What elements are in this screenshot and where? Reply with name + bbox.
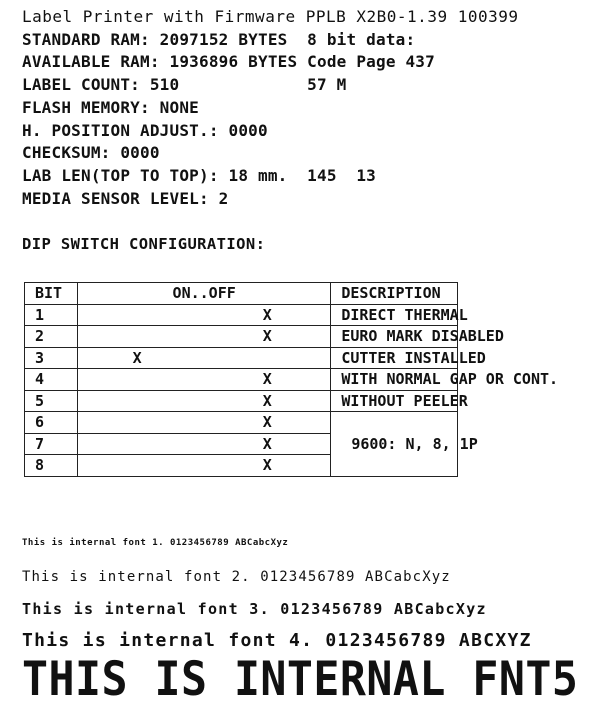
bit-cell: 4: [25, 369, 78, 391]
off-cell: [204, 390, 331, 412]
media-sensor-line: MEDIA SENSOR LEVEL: 2: [22, 188, 229, 208]
dip-switch-table: [24, 282, 559, 477]
dip-header-row: [25, 283, 458, 305]
baud-setting-cell: 9600: N, 8, 1P: [331, 412, 458, 477]
on-cell: [78, 412, 205, 434]
dip-row-5: [25, 390, 458, 412]
dip-row-1: [25, 304, 458, 326]
off-mark: X: [262, 391, 272, 410]
off-mark: X: [262, 413, 272, 432]
dip-row-3: [25, 347, 458, 369]
off-cell: [204, 455, 331, 477]
description-header: DESCRIPTION: [331, 283, 458, 305]
on-cell: [78, 455, 205, 477]
font-sample-2: This is internal font 2. 0123456789 ABCabcXyz: [22, 569, 451, 585]
bit-cell: 2: [25, 326, 78, 348]
dip-switch-heading: DIP SWITCH CONFIGURATION:: [22, 235, 266, 253]
font-sample-4: This is internal font 4. 0123456789 ABCXYZ: [22, 630, 532, 651]
onoff-header: ON..OFF: [78, 283, 331, 305]
checksum-line: CHECKSUM: 0000: [22, 143, 160, 163]
on-cell: [78, 433, 205, 455]
description-cell: WITHOUT PEELER: [331, 390, 458, 412]
dip-row-4: [25, 369, 458, 391]
description-cell: WITH NORMAL GAP OR CONT.: [331, 369, 458, 391]
bit-cell: 3: [25, 347, 78, 369]
on-mark: X: [132, 348, 142, 367]
font-sample-1: This is internal font 1. 0123456789 ABCabcXyz: [22, 538, 289, 548]
off-mark: X: [262, 434, 272, 453]
position-adjust-line: H. POSITION ADJUST.: 0000: [22, 120, 268, 140]
description-cell: DIRECT THERMAL: [331, 304, 458, 326]
off-mark: X: [262, 370, 272, 389]
bit-cell: 1: [25, 304, 78, 326]
off-cell: [204, 412, 331, 434]
off-mark: X: [262, 327, 272, 346]
off-cell: [204, 326, 331, 348]
bit-cell: 6: [25, 412, 78, 434]
on-cell: [78, 369, 205, 391]
on-cell: [78, 304, 205, 326]
firmware-line: Label Printer with Firmware PPLB X2B0-1.39 100399: [22, 7, 519, 26]
off-mark: X: [262, 456, 272, 475]
standard-ram-line: STANDARD RAM: 2097152 BYTES 8 bit data:: [22, 29, 416, 49]
description-cell: EURO MARK DISABLED: [331, 326, 458, 348]
dip-row-2: [25, 326, 458, 348]
bit-header: BIT: [25, 283, 78, 305]
font-sample-3: This is internal font 3. 0123456789 ABCabcXyz: [22, 600, 487, 618]
available-ram-line: AVAILABLE RAM: 1936896 BYTES Code Page 437: [22, 52, 435, 72]
off-cell: [204, 347, 331, 369]
bit-cell: 5: [25, 390, 78, 412]
off-cell: [204, 369, 331, 391]
label-count-line: LABEL COUNT: 510 57 M: [22, 75, 347, 95]
label-length-line: LAB LEN(TOP TO TOP): 18 mm. 145 13: [22, 165, 376, 185]
on-cell: [78, 390, 205, 412]
dip-row-6: [25, 412, 458, 434]
bit-cell: 7: [25, 433, 78, 455]
description-cell: CUTTER INSTALLED: [331, 347, 458, 369]
flash-memory-line: FLASH MEMORY: NONE: [22, 97, 199, 117]
on-cell: [78, 326, 205, 348]
off-cell: [204, 304, 331, 326]
font-sample-5: THIS IS INTERNAL FNT5: [22, 652, 579, 707]
status-block: [22, 6, 519, 210]
off-mark: X: [262, 305, 272, 324]
on-cell: [78, 347, 205, 369]
off-cell: [204, 433, 331, 455]
bit-cell: 8: [25, 455, 78, 477]
